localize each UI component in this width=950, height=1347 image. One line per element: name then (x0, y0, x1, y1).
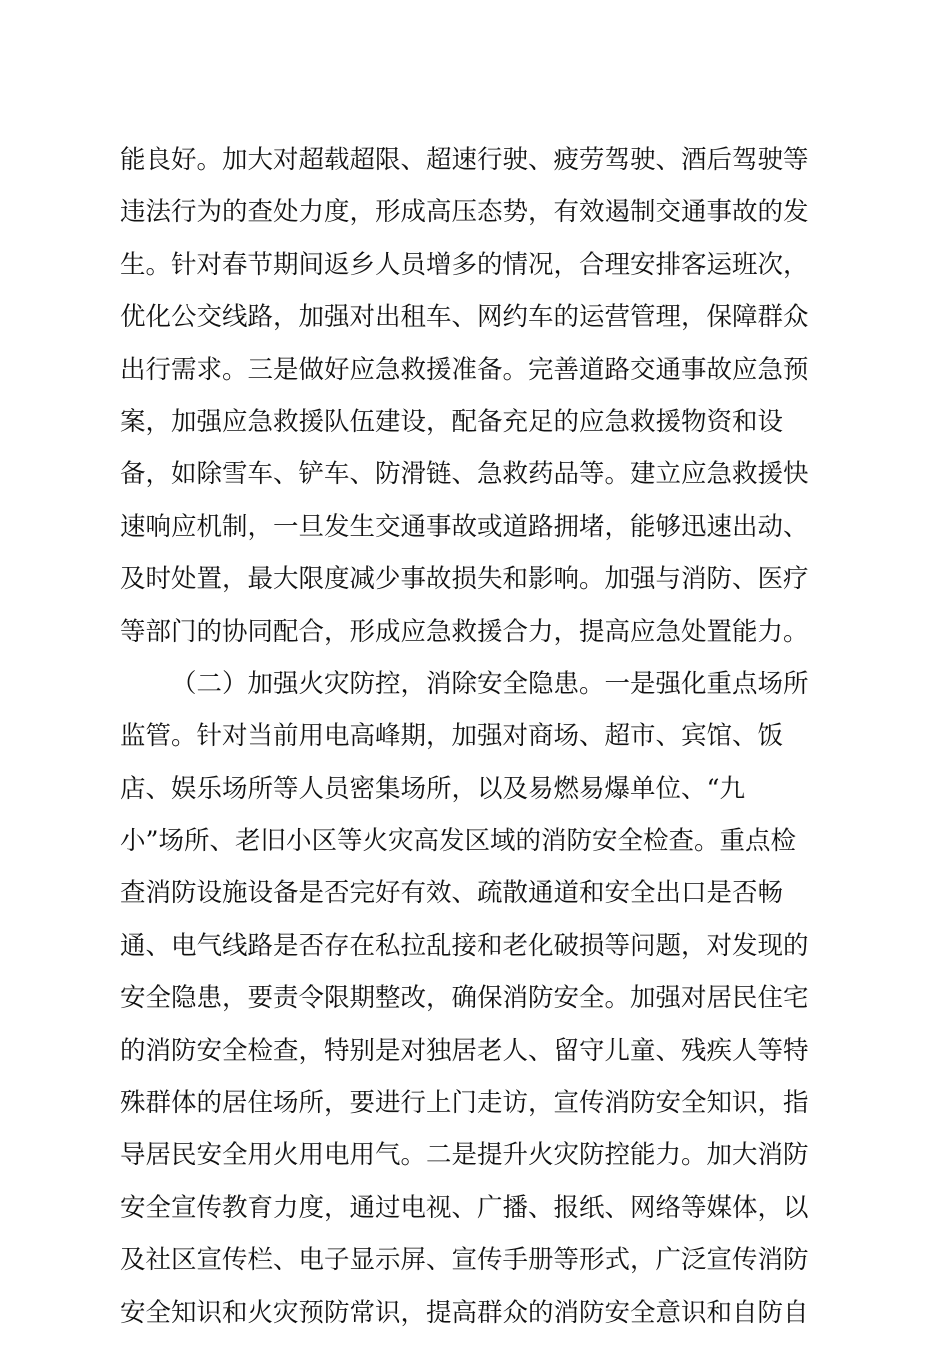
text-line: 监管。针对当前用电高峰期，加强对商场、超市、宾馆、饭 (120, 721, 784, 752)
section-heading-line (120, 666, 840, 718)
text-line: 店、娱乐场所等人员密集场所，以及易燃易爆单位、“九 (120, 773, 746, 804)
text-line: 违法行为的查处力度，形成高压态势，有效遏制交通事故的发 (120, 197, 809, 228)
text-line: 速响应机制，一旦发生交通事故或道路拥堵，能够迅速出动、 (120, 511, 809, 542)
text-line: 能良好。加大对超载超限、超速行驶、疲劳驾驶、酒后驾驶等 (120, 145, 809, 175)
text-line: 案，加强应急救援队伍建设，配备充足的应急救援物资和设 (120, 406, 784, 437)
text-line: 殊群体的居住场所，要进行上门走访，宣传消防安全知识，指 (120, 1088, 809, 1119)
text-line: 通、电气线路是否存在私拉乱接和老化破损等问题，对发现的 (120, 930, 809, 961)
section-heading: （二）加强火灾防控，消除安全隐患。 (171, 668, 605, 699)
body-text (120, 142, 840, 1347)
text-line: 的消防安全检查，特别是对独居老人、留守儿童、残疾人等特 (120, 1035, 809, 1066)
text-line: 等部门的协同配合，形成应急救援合力，提高应急处置能力。 (120, 616, 809, 647)
text-line: 导居民安全用火用电用气。二是提升火灾防控能力。加大消防 (120, 1140, 809, 1171)
section-heading-tail: 一是强化重点场所 (604, 668, 809, 699)
text-line: 安全隐患，要责令限期整改，确保消防安全。加强对居民住宅 (120, 983, 809, 1014)
text-line: 安全知识和火灾预防常识，提高群众的消防安全意识和自防自 (120, 1297, 809, 1328)
text-line: 小”场所、老旧小区等火灾高发区域的消防安全检查。重点检 (120, 826, 797, 857)
text-line: 安全宣传教育力度，通过电视、广播、报纸、网络等媒体，以 (120, 1192, 809, 1223)
text-line: 及社区宣传栏、电子显示屏、宣传手册等形式，广泛宣传消防 (120, 1245, 809, 1276)
text-line: 优化公交线路，加强对出租车、网约车的运营管理，保障群众 (120, 302, 809, 333)
text-line: 备，如除雪车、铲车、防滑链、急救药品等。建立应急救援快 (120, 459, 809, 490)
text-line: 及时处置，最大限度减少事故损失和影响。加强与消防、医疗 (120, 564, 809, 595)
text-line: 查消防设施设备是否完好有效、疏散通道和安全出口是否畅 (120, 878, 784, 909)
text-line: 出行需求。三是做好应急救援准备。完善道路交通事故应急预 (120, 354, 809, 385)
text-line: 生。针对春节期间返乡人员增多的情况，合理安排客运班次， (120, 249, 809, 280)
